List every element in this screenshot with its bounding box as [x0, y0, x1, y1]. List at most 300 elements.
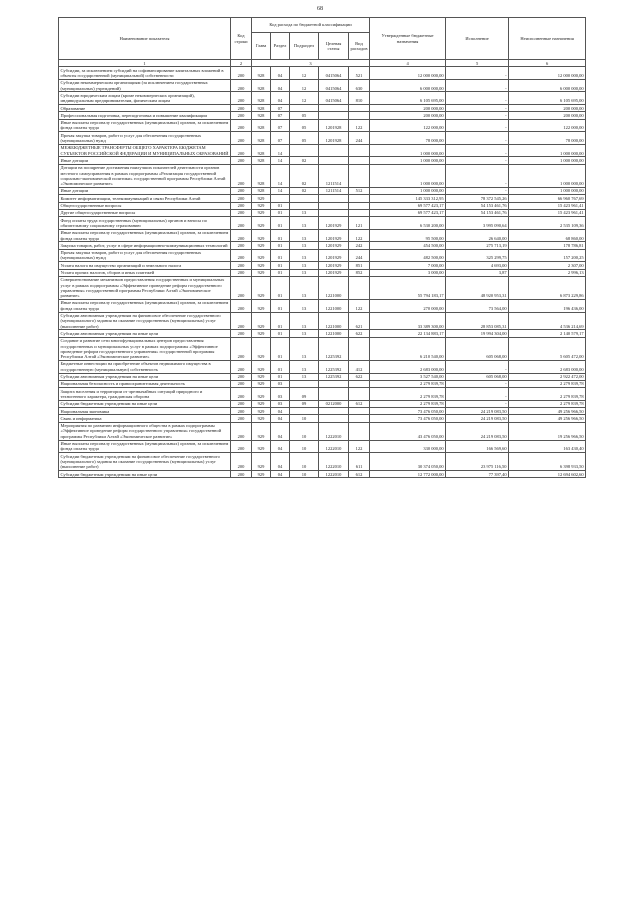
row-section: 14	[271, 144, 290, 157]
row-target	[319, 195, 349, 202]
row-chapter: 928	[252, 67, 271, 80]
row-approved: 200 000,00	[370, 112, 446, 119]
row-name: Бюджетные инвестиции на приобретение объектов недвижимого имущества в государственную (муниципальную) собственность	[59, 360, 231, 373]
row-expense-type: 810	[349, 92, 370, 105]
row-approved: 12 772 000,00	[370, 471, 446, 478]
row-executed: 24 219 083,50	[446, 408, 509, 415]
row-unexecuted: 2 140 579,17	[509, 330, 586, 337]
row-approved: 6 000 000,00	[370, 79, 446, 92]
row-name: Фонд оплаты труда государственных (муниципальных) органов и взносы по обязательному социальному страхованию	[59, 217, 231, 230]
row-expense-type: 512	[349, 187, 370, 194]
row-name: Связь и информатика	[59, 415, 231, 422]
row-expense-type: 630	[349, 79, 370, 92]
row-approved: 7 000,00	[370, 262, 446, 269]
row-expense-type: 612	[349, 471, 370, 478]
row-subsection: 12	[290, 92, 319, 105]
row-section: 01	[271, 330, 290, 337]
row-expense-type	[349, 164, 370, 187]
table-row	[59, 312, 586, 330]
row-chapter: 929	[252, 388, 271, 401]
row-expense-type: 244	[349, 132, 370, 145]
row-section: 07	[271, 119, 290, 132]
row-expense-type: 622	[349, 373, 370, 380]
row-executed: 24 219 083,50	[446, 422, 509, 440]
row-code: 200	[231, 217, 252, 230]
row-chapter: 929	[252, 229, 271, 242]
row-approved: 330 000,00	[370, 440, 446, 453]
row-executed: 23 975 116,50	[446, 453, 509, 471]
row-unexecuted: 6 873 229,86	[509, 276, 586, 299]
row-target: 1222010	[319, 453, 349, 471]
budget-table	[58, 17, 586, 478]
row-code: 200	[231, 400, 252, 407]
row-executed: 54 153 461,76	[446, 209, 509, 216]
row-target: 1222010	[319, 440, 349, 453]
row-code: 200	[231, 79, 252, 92]
row-chapter: 929	[252, 217, 271, 230]
row-executed: 605 068,00	[446, 337, 509, 360]
row-name: Иные выплаты персоналу государственных (муниципальных) органов, за исключением фонда оплаты труда	[59, 299, 231, 312]
row-target: 1221000	[319, 330, 349, 337]
table-row	[59, 119, 586, 132]
row-unexecuted: 66 960 767,69	[509, 195, 586, 202]
row-name: Субсидии, за исключением субсидий на софинансирование капитальных вложений в объекты государственной (муниципальной) собственности	[59, 67, 231, 80]
row-approved: 1 000 000,00	[370, 164, 446, 187]
row-name: Прочая закупка товаров, работ и услуг для обеспечения государственных (муниципальных) нужд	[59, 132, 231, 145]
row-chapter: 929	[252, 312, 271, 330]
row-name: Субсидии бюджетным учреждениям на иные цели	[59, 400, 231, 407]
row-approved: 33 389 300,00	[370, 312, 446, 330]
row-expense-type: 122	[349, 299, 370, 312]
row-chapter: 929	[252, 242, 271, 249]
row-subsection: 05	[290, 132, 319, 145]
table-body	[59, 60, 586, 478]
row-code: 200	[231, 337, 252, 360]
header-name: Наименование показателя	[59, 18, 231, 60]
row-executed: 3 995 090,64	[446, 217, 509, 230]
row-executed: -	[446, 119, 509, 132]
row-section: 04	[271, 453, 290, 471]
row-subsection: 13	[290, 242, 319, 249]
row-name: Субсидии бюджетным учреждениям на финансовое обеспечение государственного (муниципального) задания на оказание государственных (муниципальных) услуг (выполнение работ)	[59, 453, 231, 471]
row-name: Комитет информатизации, телекоммуникаций и связи Республики Алтай	[59, 195, 231, 202]
row-code: 200	[231, 157, 252, 164]
row-section: 01	[271, 202, 290, 209]
row-name: Субсидии автономным учреждениям на иные цели	[59, 330, 231, 337]
row-section: 01	[271, 299, 290, 312]
row-expense-type	[349, 144, 370, 157]
row-target: 1211514	[319, 164, 349, 187]
row-approved: 145 333 312,95	[370, 195, 446, 202]
row-approved: 73 476 050,00	[370, 408, 446, 415]
row-target: 1222010	[319, 471, 349, 478]
row-subsection: 10	[290, 422, 319, 440]
row-code: 200	[231, 67, 252, 80]
row-section: 03	[271, 380, 290, 387]
row-expense-type	[349, 112, 370, 119]
table-row	[59, 330, 586, 337]
row-chapter: 928	[252, 144, 271, 157]
row-target: 1225392	[319, 337, 349, 360]
row-unexecuted: 49 256 966,50	[509, 415, 586, 422]
table-row	[59, 262, 586, 269]
row-name: Дотации на поощрение достижения наилучших показателей деятельности органов местного самоуправления в рамках подпрограммы «Реализация государственной социально-экономической политики» государственной программы Республики Алтай «Экономическое развитие»	[59, 164, 231, 187]
table-row	[59, 269, 586, 276]
row-unexecuted: 163 430,40	[509, 440, 586, 453]
row-section: 04	[271, 67, 290, 80]
row-unexecuted: 2 996,13	[509, 269, 586, 276]
row-code: 200	[231, 202, 252, 209]
row-executed: 3,87	[446, 269, 509, 276]
index-cell: 3	[252, 60, 370, 67]
row-code: 200	[231, 195, 252, 202]
row-subsection: 13	[290, 312, 319, 330]
row-chapter: 928	[252, 132, 271, 145]
row-chapter: 928	[252, 79, 271, 92]
row-unexecuted: 200 000,00	[509, 105, 586, 112]
row-code: 200	[231, 164, 252, 187]
row-name: Иные дотации	[59, 157, 231, 164]
row-name: Другие общегосударственные вопросы	[59, 209, 231, 216]
table-row	[59, 388, 586, 401]
row-code: 200	[231, 119, 252, 132]
row-target: 1201929	[319, 242, 349, 249]
row-subsection: 13	[290, 269, 319, 276]
table-row	[59, 209, 586, 216]
row-section: 03	[271, 388, 290, 401]
row-unexecuted: 2 922 472,00	[509, 373, 586, 380]
row-executed: 28 853 085,31	[446, 312, 509, 330]
row-unexecuted: 15 423 961,41	[509, 202, 586, 209]
row-approved: 1 000 000,00	[370, 144, 446, 157]
table-row	[59, 453, 586, 471]
row-unexecuted: 6 000 000,00	[509, 79, 586, 92]
row-name: Защита населения и территории от чрезвычайных ситуаций природного и техногенного характера, гражданская оборона	[59, 388, 231, 401]
index-cell: 5	[446, 60, 509, 67]
row-approved: 69 577 423,17	[370, 209, 446, 216]
table-row	[59, 249, 586, 262]
row-name: Общегосударственные вопросы	[59, 202, 231, 209]
index-cell: 6	[509, 60, 586, 67]
row-unexecuted: 1 000 000,00	[509, 164, 586, 187]
row-code: 200	[231, 380, 252, 387]
row-code: 200	[231, 330, 252, 337]
row-subsection: 12	[290, 67, 319, 80]
row-section	[271, 195, 290, 202]
row-code: 200	[231, 360, 252, 373]
row-approved: 78 000,00	[370, 132, 446, 145]
row-section: 07	[271, 105, 290, 112]
row-chapter: 929	[252, 400, 271, 407]
table-row	[59, 187, 586, 194]
row-section: 01	[271, 269, 290, 276]
row-executed: 605 068,00	[446, 373, 509, 380]
row-code: 200	[231, 471, 252, 478]
index-cell: 2	[231, 60, 252, 67]
row-chapter: 929	[252, 202, 271, 209]
row-executed: -	[446, 112, 509, 119]
table-row	[59, 471, 586, 478]
row-section: 01	[271, 262, 290, 269]
row-section: 07	[271, 112, 290, 119]
row-unexecuted: 12 000 000,00	[509, 67, 586, 80]
row-code: 200	[231, 209, 252, 216]
row-target	[319, 209, 349, 216]
row-target: 0415064	[319, 67, 349, 80]
row-subsection	[290, 144, 319, 157]
row-subsection: 12	[290, 79, 319, 92]
row-unexecuted: 49 256 966,50	[509, 408, 586, 415]
row-name: Субсидии некоммерческим организациям (за исключением государственных (муниципальных) учреждений)	[59, 79, 231, 92]
row-chapter: 929	[252, 330, 271, 337]
row-target: 1201929	[319, 249, 349, 262]
table-row	[59, 360, 586, 373]
row-chapter: 929	[252, 209, 271, 216]
page-number: 68	[317, 6, 323, 12]
header-approved: Утвержденные бюджетные назначения	[370, 18, 446, 60]
table-row	[59, 408, 586, 415]
row-code: 200	[231, 144, 252, 157]
row-name: МЕЖБЮДЖЕТНЫЕ ТРАНСФЕРТЫ ОБЩЕГО ХАРАКТЕРА БЮДЖЕТАМ СУБЪЕКТОВ РОССИЙСКОЙ ФЕДЕРАЦИИ И МУНИЦИПАЛЬНЫХ ОБРАЗОВАНИЙ	[59, 144, 231, 157]
row-executed: -	[446, 79, 509, 92]
row-section: 04	[271, 92, 290, 105]
table-row	[59, 415, 586, 422]
table-row	[59, 195, 586, 202]
row-section: 01	[271, 360, 290, 373]
row-subsection: 10	[290, 453, 319, 471]
row-chapter: 928	[252, 105, 271, 112]
row-target	[319, 157, 349, 164]
row-target: 0415064	[319, 79, 349, 92]
row-expense-type	[349, 157, 370, 164]
row-chapter: 929	[252, 299, 271, 312]
table-row	[59, 299, 586, 312]
row-chapter: 929	[252, 471, 271, 478]
row-subsection: 05	[290, 112, 319, 119]
row-section: 01	[271, 312, 290, 330]
row-unexecuted: 2 279 839,78	[509, 388, 586, 401]
row-section: 14	[271, 164, 290, 187]
row-approved: 2 683 000,00	[370, 360, 446, 373]
row-name: Субсидии автономным учреждениям на финансовое обеспечение государственного (муниципального) задания на оказание государственных (муниципальных) услуг (выполнение работ)	[59, 312, 231, 330]
table-row	[59, 276, 586, 299]
row-approved: 122 000,00	[370, 119, 446, 132]
header-chapter: Глава	[252, 33, 271, 60]
row-subsection: 13	[290, 229, 319, 242]
row-unexecuted: 157 200,25	[509, 249, 586, 262]
row-executed: 78 372 545,26	[446, 195, 509, 202]
row-chapter: 929	[252, 337, 271, 360]
row-subsection: 13	[290, 330, 319, 337]
row-unexecuted: 200 000,00	[509, 112, 586, 119]
row-unexecuted: 19 256 966,50	[509, 422, 586, 440]
row-code: 200	[231, 373, 252, 380]
row-target: 1221000	[319, 276, 349, 299]
row-subsection: 13	[290, 217, 319, 230]
table-row	[59, 105, 586, 112]
row-expense-type: 611	[349, 453, 370, 471]
table-row	[59, 422, 586, 440]
row-code: 200	[231, 229, 252, 242]
row-name: Мероприятия по развитию информационного общества в рамках подпрограммы «Эффективное проведение реформ государственного управления» государственной программы Республики Алтай «Экономическое развитие»	[59, 422, 231, 440]
table-row	[59, 157, 586, 164]
row-subsection	[290, 380, 319, 387]
row-code: 200	[231, 242, 252, 249]
row-chapter: 928	[252, 92, 271, 105]
row-expense-type: 122	[349, 229, 370, 242]
row-code: 200	[231, 276, 252, 299]
row-executed: -	[446, 380, 509, 387]
row-subsection: 02	[290, 157, 319, 164]
row-subsection: 10	[290, 415, 319, 422]
row-section: 01	[271, 229, 290, 242]
table-row	[59, 440, 586, 453]
row-unexecuted: 6 105 695,00	[509, 92, 586, 105]
row-code: 200	[231, 453, 252, 471]
row-approved: 3 527 540,00	[370, 373, 446, 380]
row-approved: 3 000,00	[370, 269, 446, 276]
row-chapter: 929	[252, 360, 271, 373]
row-chapter: 928	[252, 164, 271, 187]
row-target	[319, 112, 349, 119]
row-subsection: 05	[290, 119, 319, 132]
row-name: Уплата прочих налогов, сборов и иных платежей	[59, 269, 231, 276]
row-name: Иные выплаты персоналу государственных (муниципальных) органов, за исключением фонда оплаты труда	[59, 229, 231, 242]
row-unexecuted: 68 860,00	[509, 229, 586, 242]
row-expense-type: 244	[349, 249, 370, 262]
table-row	[59, 337, 586, 360]
row-approved: 6 530 200,00	[370, 217, 446, 230]
row-subsection: 13	[290, 209, 319, 216]
row-unexecuted: 2 279 839,78	[509, 380, 586, 387]
row-unexecuted: 78 000,00	[509, 132, 586, 145]
row-target: 1201929	[319, 229, 349, 242]
row-expense-type: 521	[349, 67, 370, 80]
row-target	[319, 408, 349, 415]
row-expense-type: 612	[349, 400, 370, 407]
header-code: Код строки	[231, 18, 252, 60]
row-code: 200	[231, 422, 252, 440]
row-approved: 2 279 839,78	[370, 388, 446, 401]
row-name: Закупка товаров, работ, услуг в сфере информационно-коммуникационных технологий	[59, 242, 231, 249]
row-section: 14	[271, 157, 290, 164]
row-target: 1201929	[319, 269, 349, 276]
row-unexecuted: 6 398 933,50	[509, 453, 586, 471]
row-name: Субсидии бюджетным учреждениям на иные цели	[59, 471, 231, 478]
row-target: 0212000	[319, 400, 349, 407]
row-expense-type: 122	[349, 119, 370, 132]
row-section: 01	[271, 373, 290, 380]
row-expense-type: 621	[349, 312, 370, 330]
row-approved: 22 134 883,17	[370, 330, 446, 337]
table-row	[59, 400, 586, 407]
table-row	[59, 242, 586, 249]
row-unexecuted: 2 535 109,36	[509, 217, 586, 230]
row-executed: -	[446, 92, 509, 105]
row-expense-type: 122	[349, 440, 370, 453]
row-code: 200	[231, 299, 252, 312]
row-subsection	[290, 195, 319, 202]
row-subsection	[290, 408, 319, 415]
row-name: Иные выплаты персоналу государственных (муниципальных) органов, за исключением фонда оплаты труда	[59, 440, 231, 453]
row-approved: 270 000,00	[370, 299, 446, 312]
row-executed: -	[446, 132, 509, 145]
row-expense-type	[349, 408, 370, 415]
row-executed: 54 153 461,76	[446, 202, 509, 209]
header-subsection: Подраздел	[290, 33, 319, 60]
table-row	[59, 164, 586, 187]
header-classification: Код расхода по бюджетной классификации	[252, 18, 370, 33]
row-target	[319, 105, 349, 112]
table-row	[59, 380, 586, 387]
table-row	[59, 79, 586, 92]
row-executed: -	[446, 360, 509, 373]
row-chapter: 929	[252, 440, 271, 453]
row-chapter: 929	[252, 249, 271, 262]
row-target: 1225392	[319, 360, 349, 373]
header-unexecuted: Неисполненные назначения	[509, 18, 586, 60]
row-name: Национальная экономика	[59, 408, 231, 415]
row-name: Профессиональная подготовка, переподготовка и повышение квалификации	[59, 112, 231, 119]
row-subsection	[290, 105, 319, 112]
row-expense-type: 622	[349, 330, 370, 337]
row-expense-type	[349, 209, 370, 216]
row-target	[319, 380, 349, 387]
row-executed: -	[446, 187, 509, 194]
row-target	[319, 144, 349, 157]
row-unexecuted: 178 786,81	[509, 242, 586, 249]
row-subsection: 13	[290, 249, 319, 262]
header-expense-type: Вид расходов	[349, 33, 370, 60]
row-section: 07	[271, 132, 290, 145]
row-section: 01	[271, 242, 290, 249]
row-approved: 482 500,00	[370, 249, 446, 262]
row-subsection	[290, 202, 319, 209]
table-row	[59, 92, 586, 105]
row-unexecuted: 1 000 000,00	[509, 157, 586, 164]
row-chapter: 929	[252, 453, 271, 471]
row-approved: 73 476 050,00	[370, 415, 446, 422]
row-subsection: 09	[290, 388, 319, 401]
row-expense-type	[349, 380, 370, 387]
row-executed: 26 640,00	[446, 229, 509, 242]
row-section: 03	[271, 400, 290, 407]
row-chapter: 929	[252, 380, 271, 387]
row-code: 200	[231, 132, 252, 145]
row-target: 1221000	[319, 312, 349, 330]
row-chapter: 928	[252, 119, 271, 132]
row-code: 200	[231, 415, 252, 422]
row-expense-type	[349, 276, 370, 299]
row-chapter: 929	[252, 262, 271, 269]
row-approved: 200 000,00	[370, 105, 446, 112]
row-executed: -	[446, 164, 509, 187]
row-expense-type: 852	[349, 269, 370, 276]
row-name: Совершенствование механизмов предоставления государственных и муниципальных услуг в рамках подпрограммы «Эффективное проведение реформ государственного управления» государственной программы Республики Алтай «Экономическое развитие»	[59, 276, 231, 299]
row-subsection: 02	[290, 187, 319, 194]
row-approved: 6 105 695,00	[370, 92, 446, 105]
table-row	[59, 144, 586, 157]
row-expense-type	[349, 195, 370, 202]
table-row	[59, 217, 586, 230]
row-subsection: 13	[290, 360, 319, 373]
row-approved: 12 000 000,00	[370, 67, 446, 80]
row-target: 1211514	[319, 187, 349, 194]
table-row	[59, 229, 586, 242]
row-approved: 30 374 050,00	[370, 453, 446, 471]
row-section: 04	[271, 440, 290, 453]
row-code: 200	[231, 92, 252, 105]
